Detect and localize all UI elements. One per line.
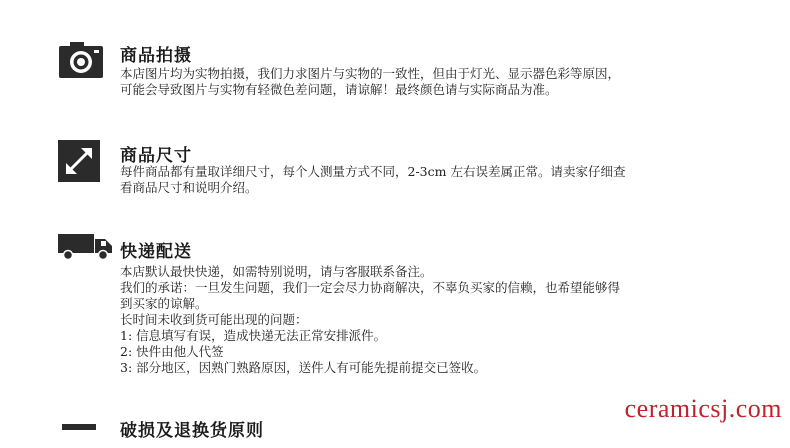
- resize-arrow-icon: [58, 140, 100, 182]
- body-line: 可能会导致图片与实物有轻微色差问题，请谅解！最终颜色请与实际商品为准。: [120, 82, 558, 97]
- body-line: 长时间未收到货可能出现的问题：: [120, 312, 308, 327]
- body-line: 本店默认最快快递，如需特别说明，请与客服联系备注。: [120, 264, 433, 279]
- section-title: 商品尺寸: [120, 146, 192, 166]
- return-exchange-icon: [58, 424, 98, 444]
- body-line: 看商品尺寸和说明介绍。: [120, 180, 258, 195]
- body-line: 到买家的谅解。: [120, 296, 208, 311]
- section-title: 破损及退换货原则: [120, 421, 264, 441]
- body-line: 我们的承诺：一旦发生问题，我们一定会尽力协商解决，不辜负买家的信赖，也希望能够得: [120, 280, 621, 295]
- body-line: 1: 信息填写有误，造成快递无法正常安排派件。: [120, 328, 387, 343]
- camera-icon: [58, 40, 104, 80]
- body-line: 本店图片均为实物拍摄，我们力求图片与实物的一致性，但由于灯光、显示器色彩等原因，: [120, 66, 621, 81]
- section-body: [120, 264, 620, 376]
- body-line: 3: 部分地区，因熟门熟路原因，送件人有可能先提前提交已签收。: [120, 360, 487, 375]
- section-title: 商品拍摄: [120, 46, 192, 66]
- site-watermark: ceramicsj.com: [624, 394, 782, 423]
- section-title: 快递配送: [120, 242, 192, 262]
- section-body: [120, 164, 625, 196]
- delivery-truck-icon: [58, 234, 114, 260]
- body-line: 每件商品都有量取详细尺寸，每个人测量方式不同，2-3cm 左右误差属正常。请卖家仔细查: [120, 164, 626, 179]
- body-line: 2: 快件由他人代签: [120, 344, 224, 359]
- section-body: [120, 66, 620, 98]
